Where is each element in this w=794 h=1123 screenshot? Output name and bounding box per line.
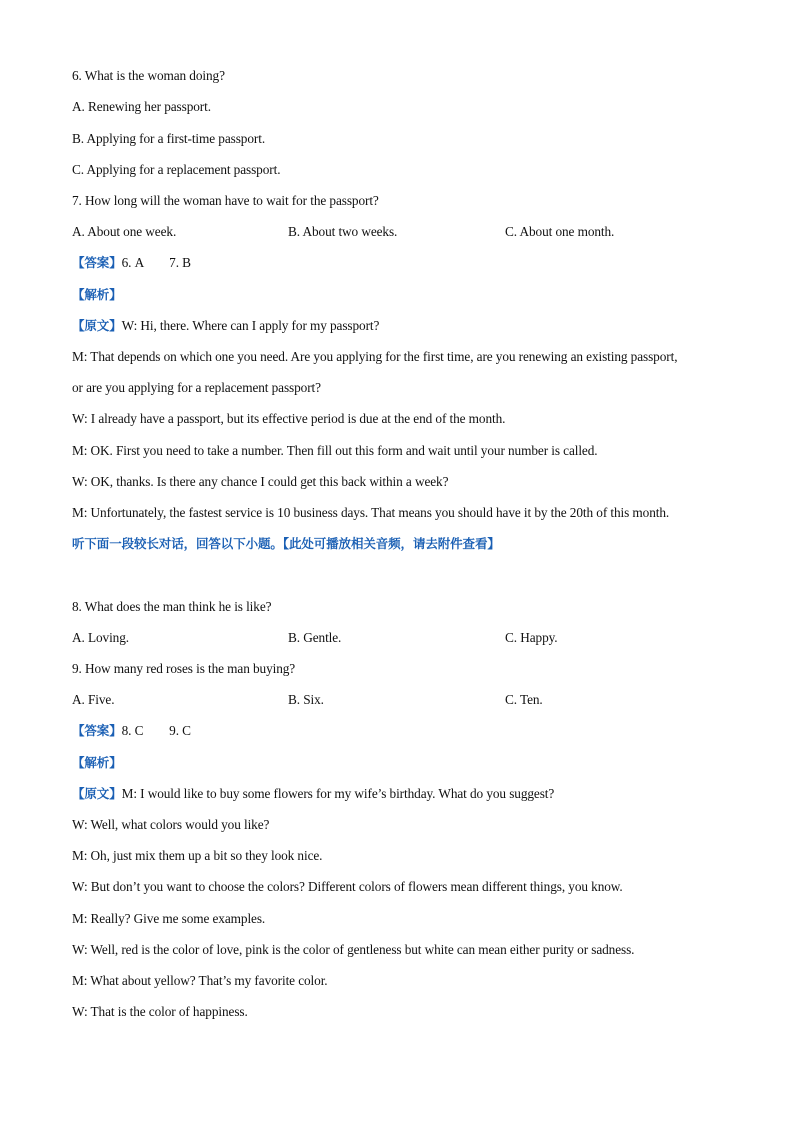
question-7-option-a: A. About one week. [72, 224, 177, 239]
transcript-text: M: I would like to buy some flowers for my wife’s birthday. What do you suggest? [121, 786, 555, 801]
analysis-line [72, 287, 122, 303]
transcript-line-7: M: Unfortunately, the fastest service is 10 business days. That means you should have it by the 20th of this month. [72, 505, 670, 520]
question-6-option-b: B. Applying for a first-time passport. [72, 131, 266, 146]
listening-instruction: 听下面一段较长对话，回答以下小题。【此处可播放相关音频，请去附件查看】 [72, 536, 500, 551]
transcript-line-1 [72, 786, 554, 802]
question-6: 6. What is the woman doing? [72, 68, 225, 83]
question-8: 8. What does the man think he is like? [72, 599, 272, 614]
transcript-line-7: M: What about yellow? That’s my favorite color. [72, 973, 328, 988]
answer-line [72, 255, 191, 271]
answer-line [72, 723, 191, 739]
transcript-line-2: W: Well, what colors would you like? [72, 817, 270, 832]
transcript-line-5: M: OK. First you need to take a number. Then fill out this form and wait until your number is called. [72, 443, 598, 458]
transcript-line-3: or are you applying for a replacement passport? [72, 380, 321, 395]
answer-tag: 【答案】 [72, 723, 122, 738]
transcript-line-4: W: I already have a passport, but its effective period is due at the end of the month. [72, 411, 506, 426]
transcript-line-1 [72, 318, 379, 334]
transcript-line-4: W: But don’t you want to choose the colors? Different colors of flowers mean different things, you know. [72, 879, 623, 894]
analysis-line [72, 755, 122, 771]
analysis-tag: 【解析】 [72, 755, 122, 770]
transcript-tag: 【原文】 [72, 318, 122, 333]
transcript-tag: 【原文】 [72, 786, 122, 801]
analysis-tag: 【解析】 [72, 287, 122, 302]
question-6-option-a: A. Renewing her passport. [72, 99, 211, 114]
transcript-line-6: W: OK, thanks. Is there any chance I could get this back within a week? [72, 474, 449, 489]
question-8-option-c: C. Happy. [505, 630, 558, 645]
question-7-option-b: B. About two weeks. [288, 224, 398, 239]
transcript-line-8: W: That is the color of happiness. [72, 1004, 248, 1019]
answer-text: 8. C 9. C [121, 723, 191, 738]
transcript-text: W: Hi, there. Where can I apply for my passport? [121, 318, 380, 333]
question-8-option-a: A. Loving. [72, 630, 129, 645]
question-9-option-b: B. Six. [288, 692, 324, 707]
answer-tag: 【答案】 [72, 255, 122, 270]
transcript-line-5: M: Really? Give me some examples. [72, 911, 266, 926]
question-7: 7. How long will the woman have to wait for the passport? [72, 193, 379, 208]
transcript-line-3: M: Oh, just mix them up a bit so they look nice. [72, 848, 323, 863]
transcript-line-6: W: Well, red is the color of love, pink is the color of gentleness but white can mean either purity or sadness. [72, 942, 635, 957]
question-9-option-a: A. Five. [72, 692, 115, 707]
question-9-option-c: C. Ten. [505, 692, 543, 707]
answer-text: 6. A 7. B [121, 255, 191, 270]
question-8-option-b: B. Gentle. [288, 630, 342, 645]
question-7-option-c: C. About one month. [505, 224, 615, 239]
transcript-line-2: M: That depends on which one you need. Are you applying for the first time, are you renewing an existing passport, [72, 349, 678, 364]
question-6-option-c: C. Applying for a replacement passport. [72, 162, 281, 177]
question-9: 9. How many red roses is the man buying? [72, 661, 296, 676]
